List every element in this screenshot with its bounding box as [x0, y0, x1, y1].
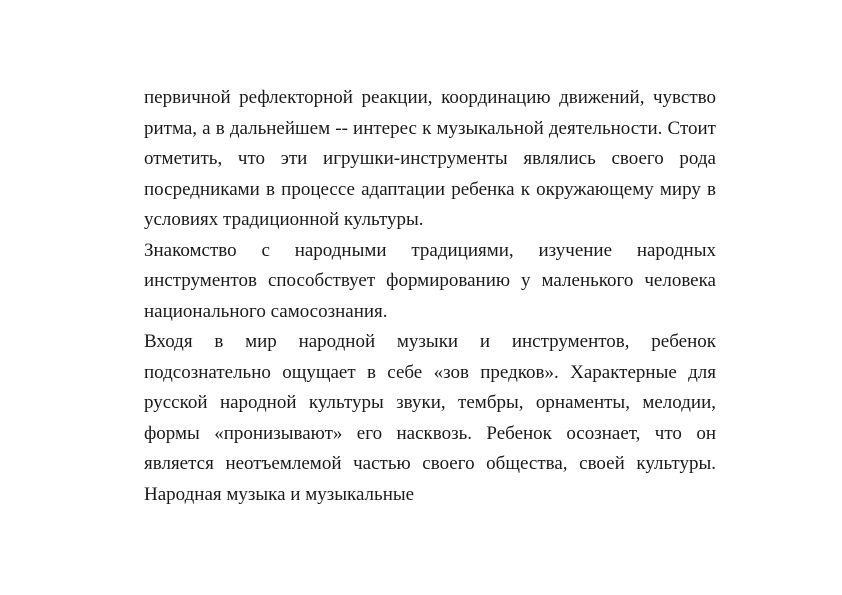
paragraph-3: Входя в мир народной музыки и инструментов, ребенок подсознательно ощущает в себе «зов предков». Характерные для русской народной культуры звуки, тембры, орнаменты, мелодии, формы «пронизывают» его насквозь. Ребенок осознает, что он является неотъемлемой частью своего общества, своей культуры. Народная музыка и музыкальные	[144, 331, 716, 505]
body-text	[144, 83, 716, 510]
paragraph-2: Знакомство с народными традициями, изучение народных инструментов способствует формированию у маленького человека национального самосознания.	[144, 239, 716, 322]
paragraph-1: первичной рефлекторной реакции, координацию движений, чувство ритма, а в дальнейшем -- интерес к музыкальной деятельности. Стоит отметить, что эти игрушки-инструменты являлись своего рода посредниками в процессе адаптации ребенка к окружающему миру в условиях традиционной культуры.	[144, 87, 716, 230]
